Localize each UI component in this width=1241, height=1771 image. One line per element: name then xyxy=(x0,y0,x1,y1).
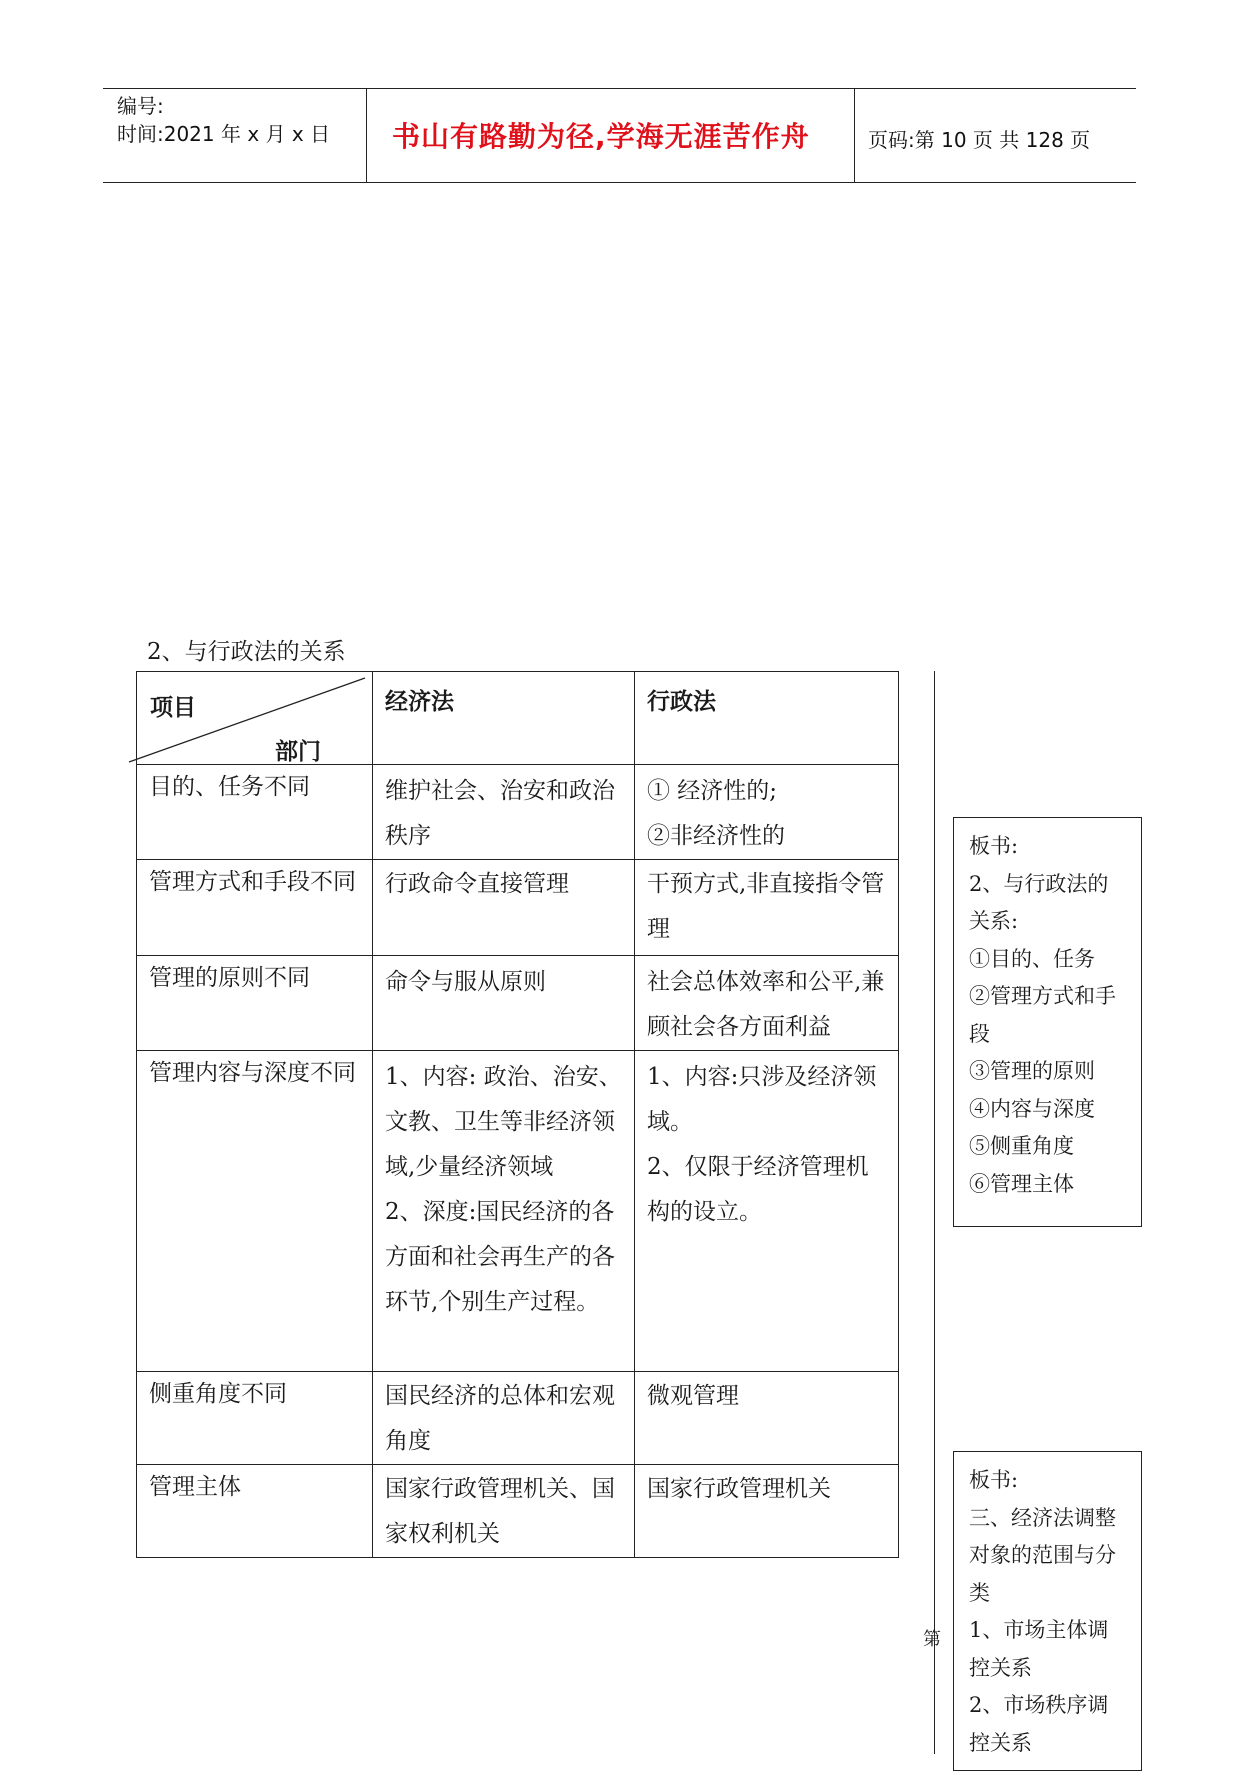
header-divider-left xyxy=(366,88,367,182)
econ-cell: 命令与服从原则 xyxy=(373,956,635,1051)
admin-content-point: 1、内容:只涉及经济领域。 xyxy=(647,1064,877,1135)
table-row xyxy=(137,860,899,956)
note-title: 板书: xyxy=(969,1468,1019,1492)
header-meta xyxy=(117,92,330,148)
note-title: 板书: xyxy=(969,834,1019,858)
comparison-table xyxy=(136,671,899,1558)
page-info: 页码:第 10 页 共 128 页 xyxy=(868,128,1091,152)
header-divider-right xyxy=(854,88,855,182)
econ-depth-point: 2、深度:国民经济的各方面和社会再生产的各环节,个别生产过程。 xyxy=(385,1199,615,1315)
row-label: 侧重角度不同 xyxy=(137,1372,373,1465)
table-row xyxy=(137,1372,899,1465)
admin-cell xyxy=(635,1051,899,1372)
row-label: 管理内容与深度不同 xyxy=(137,1051,373,1372)
header-bottom-rule xyxy=(103,182,1136,183)
blackboard-note-2 xyxy=(953,1451,1142,1771)
admin-law-header xyxy=(635,672,899,765)
number-label: 编号: xyxy=(117,94,164,118)
note-line: ④内容与深度 xyxy=(969,1096,1095,1121)
note-line: 2、与行政法的关系: xyxy=(969,871,1109,933)
side-character: 第 xyxy=(923,1629,941,1650)
section-title: 2、与行政法的关系 xyxy=(147,639,346,665)
admin-cell: 社会总体效率和公平,兼顾社会各方面利益 xyxy=(635,956,899,1051)
note-line: ⑤侧重角度 xyxy=(969,1134,1074,1158)
motto: 书山有路勤为径,学海无涯苦作舟 xyxy=(392,120,810,153)
table-header-row xyxy=(137,672,899,765)
header-top-rule xyxy=(103,88,1136,89)
row-label: 管理的原则不同 xyxy=(137,956,373,1051)
econ-cell: 维护社会、治安和政治秩序 xyxy=(373,765,635,860)
econ-cell: 行政命令直接管理 xyxy=(373,860,635,956)
table-row xyxy=(137,956,899,1051)
note-line: 三、经济法调整对象的范围与分类 xyxy=(969,1505,1116,1605)
econ-law-label: 经济法 xyxy=(385,689,454,715)
admin-line-1: ① 经济性的; xyxy=(647,778,778,804)
corner-header-cell xyxy=(137,672,373,765)
dept-header: 部门 xyxy=(275,739,321,765)
note-line: 2、市场秩序调控关系 xyxy=(969,1693,1109,1755)
admin-cell: 微观管理 xyxy=(635,1372,899,1465)
note-line: ⑥管理主体 xyxy=(969,1171,1074,1196)
note-line: ③管理的原则 xyxy=(969,1059,1095,1083)
admin-cell: 国家行政管理机关 xyxy=(635,1465,899,1558)
item-header: 项目 xyxy=(150,695,196,721)
row-label: 目的、任务不同 xyxy=(137,765,373,860)
admin-line-2: ②非经济性的 xyxy=(647,823,785,849)
econ-content-point: 1、内容: 政治、治安、文教、卫生等非经济领域,少量经济领域 xyxy=(385,1064,622,1180)
econ-cell: 国民经济的总体和宏观角度 xyxy=(373,1372,635,1465)
margin-rule xyxy=(934,671,935,1754)
note-line: 1、市场主体调控关系 xyxy=(969,1618,1109,1680)
admin-law-label: 行政法 xyxy=(647,689,716,715)
table-row xyxy=(137,765,899,860)
blackboard-note-1 xyxy=(953,817,1142,1227)
note-line: ②管理方式和手段 xyxy=(969,984,1116,1046)
table-row xyxy=(137,1465,899,1558)
note-line: ①目的、任务 xyxy=(969,946,1095,971)
admin-cell: 干预方式,非直接指令管理 xyxy=(635,860,899,956)
table-row xyxy=(137,1051,899,1372)
row-label: 管理主体 xyxy=(137,1465,373,1558)
admin-depth-point: 2、仅限于经济管理机构的设立。 xyxy=(647,1154,869,1225)
econ-cell xyxy=(373,1051,635,1372)
econ-cell: 国家行政管理机关、国家权利机关 xyxy=(373,1465,635,1558)
row-label: 管理方式和手段不同 xyxy=(137,860,373,956)
admin-cell xyxy=(635,765,899,860)
time-label: 时间:2021 年 x 月 x 日 xyxy=(117,122,331,146)
